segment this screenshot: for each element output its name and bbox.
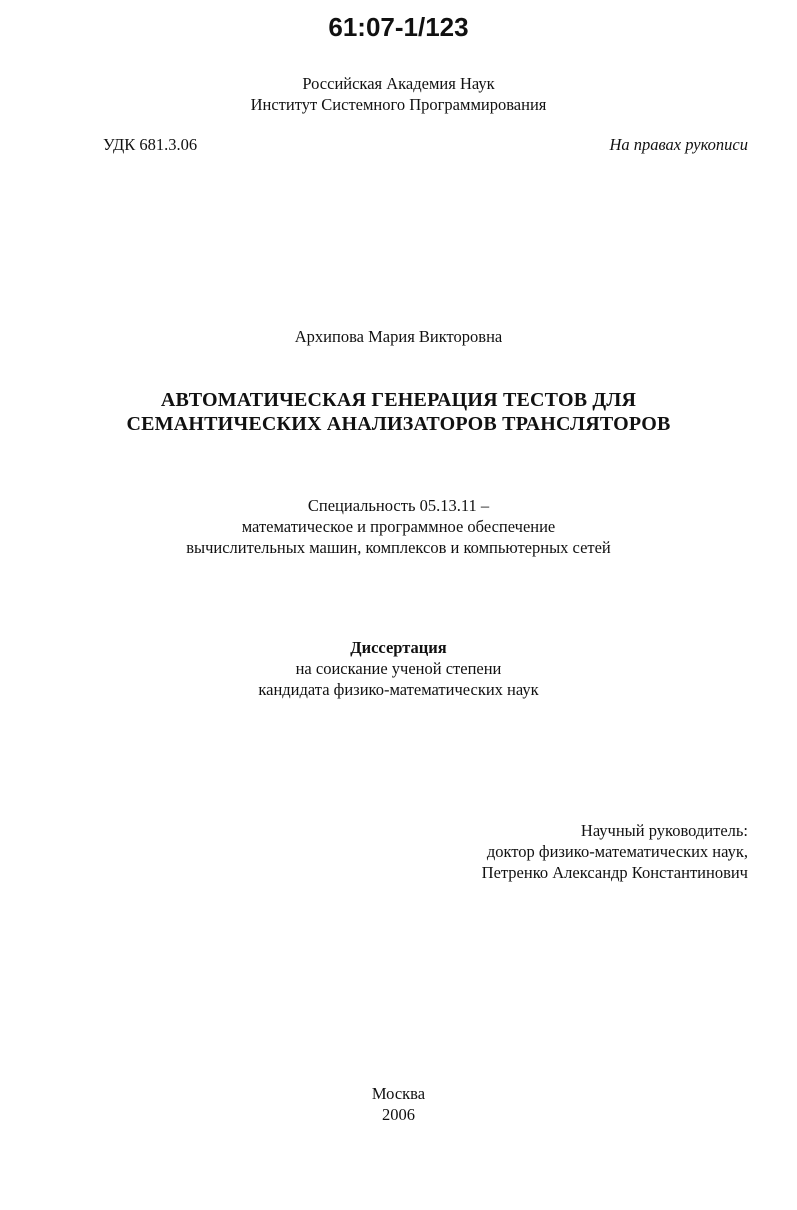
- specialty-line-3: вычислительных машин, комплексов и компьютерных сетей: [186, 538, 611, 557]
- supervisor-label: Научный руководитель:: [580, 821, 748, 840]
- catalog-number: 61:07-1/123: [328, 12, 469, 42]
- dissertation-line-2: кандидата физико-математических наук: [258, 680, 539, 699]
- author-name: Архипова Мария Викторовна: [294, 327, 503, 346]
- udk-code: УДК 681.3.06: [103, 135, 198, 154]
- title-line-1: АВТОМАТИЧЕСКАЯ ГЕНЕРАЦИЯ ТЕСТОВ ДЛЯ: [160, 389, 637, 411]
- dissertation-line-1: на соискание ученой степени: [295, 659, 502, 678]
- supervisor-degree: доктор физико-математических наук,: [486, 842, 748, 861]
- institution-line-1: Российская Академия Наук: [302, 74, 495, 93]
- specialty-line-1: Специальность 05.13.11 –: [307, 496, 490, 515]
- dissertation-heading: Диссертация: [350, 638, 447, 657]
- year: 2006: [382, 1105, 415, 1124]
- title-line-2: СЕМАНТИЧЕСКИХ АНАЛИЗАТОРОВ ТРАНСЛЯТОРОВ: [126, 413, 671, 435]
- supervisor-name: Петренко Александр Константинович: [481, 863, 748, 882]
- rights-note: На правах рукописи: [609, 135, 748, 154]
- specialty-line-2: математическое и программное обеспечение: [241, 517, 556, 536]
- place: Москва: [371, 1084, 426, 1103]
- institution-line-2: Институт Системного Программирования: [250, 95, 547, 114]
